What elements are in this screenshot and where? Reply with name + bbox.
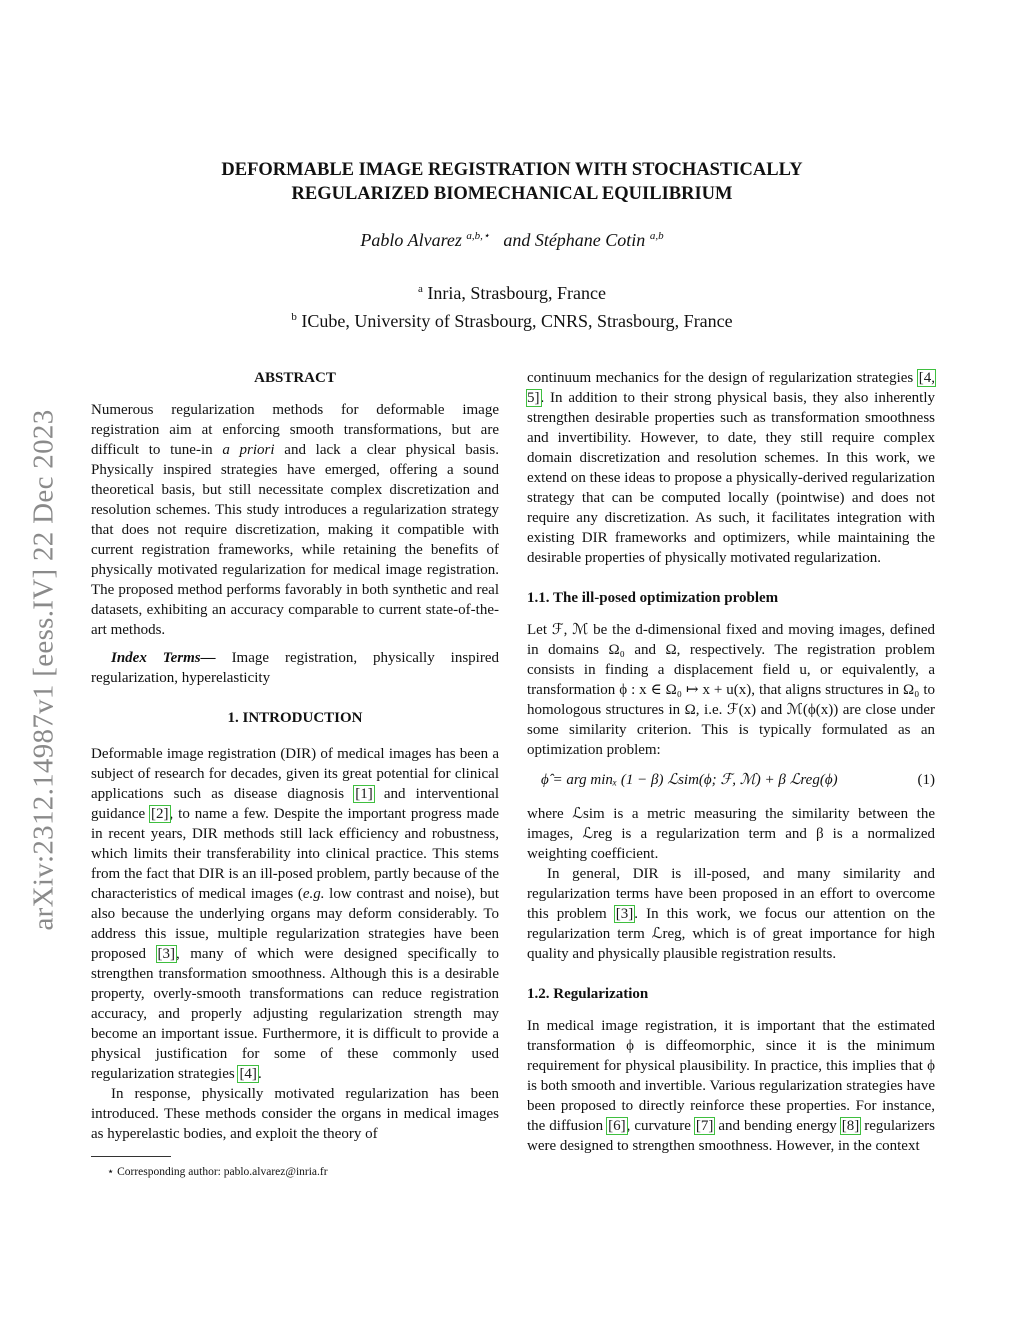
subsection-1-1-heading: 1.1. The ill-posed optimization problem (527, 590, 779, 606)
equation-number: (1) (917, 772, 935, 788)
title-line-1: DEFORMABLE IMAGE REGISTRATION WITH STOCHASTICALLY (221, 160, 803, 180)
author-1: Pablo Alvarez (360, 230, 462, 250)
arxiv-sidebar-stamp (22, 350, 66, 990)
affiliation-a: $^a$ Inria, Strasbourg, France (417, 283, 606, 303)
subsection-1-1-paragraph-c: In general, DIR is ill-posed, and many similarity and regularization terms have been proposed in an effort to overcome this problem [3]. In this work, we focus our attention on the regularization term ℒreg, which is of great importance for high quality and physically plausible registration results. (527, 866, 936, 962)
citation-link[interactable]: [3] (157, 946, 175, 962)
subsection-1-1-paragraph-b: where ℒsim is a metric measuring the similarity between the images, ℒreg is a regularization term and β is a normalized weighting coefficient. (527, 806, 935, 862)
paper-title (140, 158, 884, 206)
affiliations (140, 277, 884, 333)
equation-1 (527, 770, 935, 790)
intro-paragraph-2: In response, physically motivated regularization has been introduced. These methods consider the organs in medical images as hyperelastic bodies, and exploit the theory of (91, 1086, 499, 1142)
subsection-1-1-paragraph: Let ℱ, ℳ be the d-dimensional fixed and moving images, defined in domains Ω₀ and Ω, respectively. The registration problem consists in finding a displacement field u, or equivalently, a transformation ϕ : x ∈ Ω₀ ↦ x + u(x), that aligns structures in Ω₀ to homologous structures in Ω, i.e. ℱ(x) and ℳ(ϕ(x)) are close under some similarity criterion. This is typically formulated as an optimization problem: (527, 622, 935, 758)
author-1-affil: a,b,⋆ (466, 230, 490, 242)
right-paragraph-0: continuum mechanics for the design of regularization strategies [4, 5]. In addition to their strong physical basis, they also inherently strengthen desirable properties such as transformation smoothness and invertibility. However, to date, they still require complex domain discretization and resolution schemes. In this work, we extend on these ideas to propose a physically-derived regularization strategy that can be computed locally (pointwise) and does not require any discretization. As such, it facilitates integration with existing DIR frameworks and optimizers, while maintaining the desirable properties of physically motivated regularization. (527, 370, 935, 566)
left-column (91, 368, 499, 1179)
abstract-body: Numerous regularization methods for deformable image registration aim at enforcing smooth transformations, but are difficult to tune-in a priori and lack a clear physical basis. Physically inspired strategies have emerged, offering a sound theoretical basis, but still necessitate complex discretization and resolution schemes. This study introduces a regularization strategy that does not require discretization, making it compatible with current registration frameworks, while retaining the benefits of physically motivated regularization for medical image registration. The proposed method performs favorably in both synthetic and real datasets, exhibiting an accuracy comparable to current state-of-the-art methods. (91, 402, 500, 638)
subsection-1-2-heading: 1.2. Regularization (527, 986, 649, 1002)
author-2: Stéphane Cotin (534, 230, 646, 250)
author-conjunction: and (503, 230, 531, 250)
title-line-2: REGULARIZED BIOMECHANICAL EQUILIBRIUM (291, 184, 733, 204)
right-column (527, 368, 935, 1156)
citation-link[interactable]: [8] (841, 1118, 860, 1134)
abstract-heading: ABSTRACT (254, 370, 336, 386)
citation-link[interactable]: [1] (355, 786, 373, 802)
intro-paragraph-1: Deformable image registration (DIR) of medical images has been a subject of research for decades, given its great potential for clinical applications such as disease diagnosis [1] and interventional guidance [2], to name a few. Despite the important progress made in recent years, DIR methods still lack efficiency and robustness, which limits their transferability into clinical practice. This stems from the fact that DIR is an ill-posed problem, partly because of the characteristics of medical images (e.g. low contrast and noise), but also because the underlying organs may deform considerably. To address this issue, multiple regularization strategies have been proposed [3], many of which were designed specifically to strengthen transformation smoothness. Although this is a desirable property, overly-smooth transformations can reduce registration accuracy, and properly adjusting regularization strength may become an important issue. Furthermore, it is difficult to provide a physical justification for some of these commonly used regularization strategies [4]. (91, 746, 500, 1082)
citation-link[interactable]: [4] (239, 1066, 257, 1082)
footnote-rule (91, 1156, 171, 1157)
arxiv-id-text: arXiv:2312.14987v1 [eess.IV] 22 Dec 2023 (27, 409, 60, 931)
citation-link[interactable]: [6] (608, 1118, 626, 1134)
footnote: ⋆ Corresponding author: pablo.alvarez@inria.fr (107, 1166, 328, 1178)
intro-heading: 1. INTRODUCTION (227, 710, 363, 726)
equation-body: ϕ̂ = arg minₓ (1 − β) ℒsim(ϕ; ℱ, ℳ) + β ℒreg(ϕ) (541, 772, 838, 788)
citation-link[interactable]: [7] (695, 1118, 714, 1134)
affiliation-b: $^b$ ICube, University of Strasbourg, CNRS, Strasbourg, France (291, 311, 733, 331)
subsection-1-2-paragraph: In medical image registration, it is important that the estimated transformation ϕ is diffeomorphic, since it is the minimum requirement for physical plausibility. In practice, this implies that ϕ is both smooth and invertible. Various regularization strategies have been proposed to directly reinforce these properties. For instance, the diffusion [6], curvature [7] and bending energy [8] regularizers were designed to strengthen smoothness. However, in the context (527, 1018, 936, 1154)
author-line (140, 229, 884, 251)
citation-link[interactable]: [3] (615, 906, 634, 922)
author-2-affil: a,b (649, 230, 664, 242)
citation-link[interactable]: [4, 5] (527, 370, 935, 406)
index-terms: Index Terms— Image registration, physically inspired regularization, hyperelasticity (91, 650, 499, 686)
citation-link[interactable]: [2] (151, 806, 169, 822)
